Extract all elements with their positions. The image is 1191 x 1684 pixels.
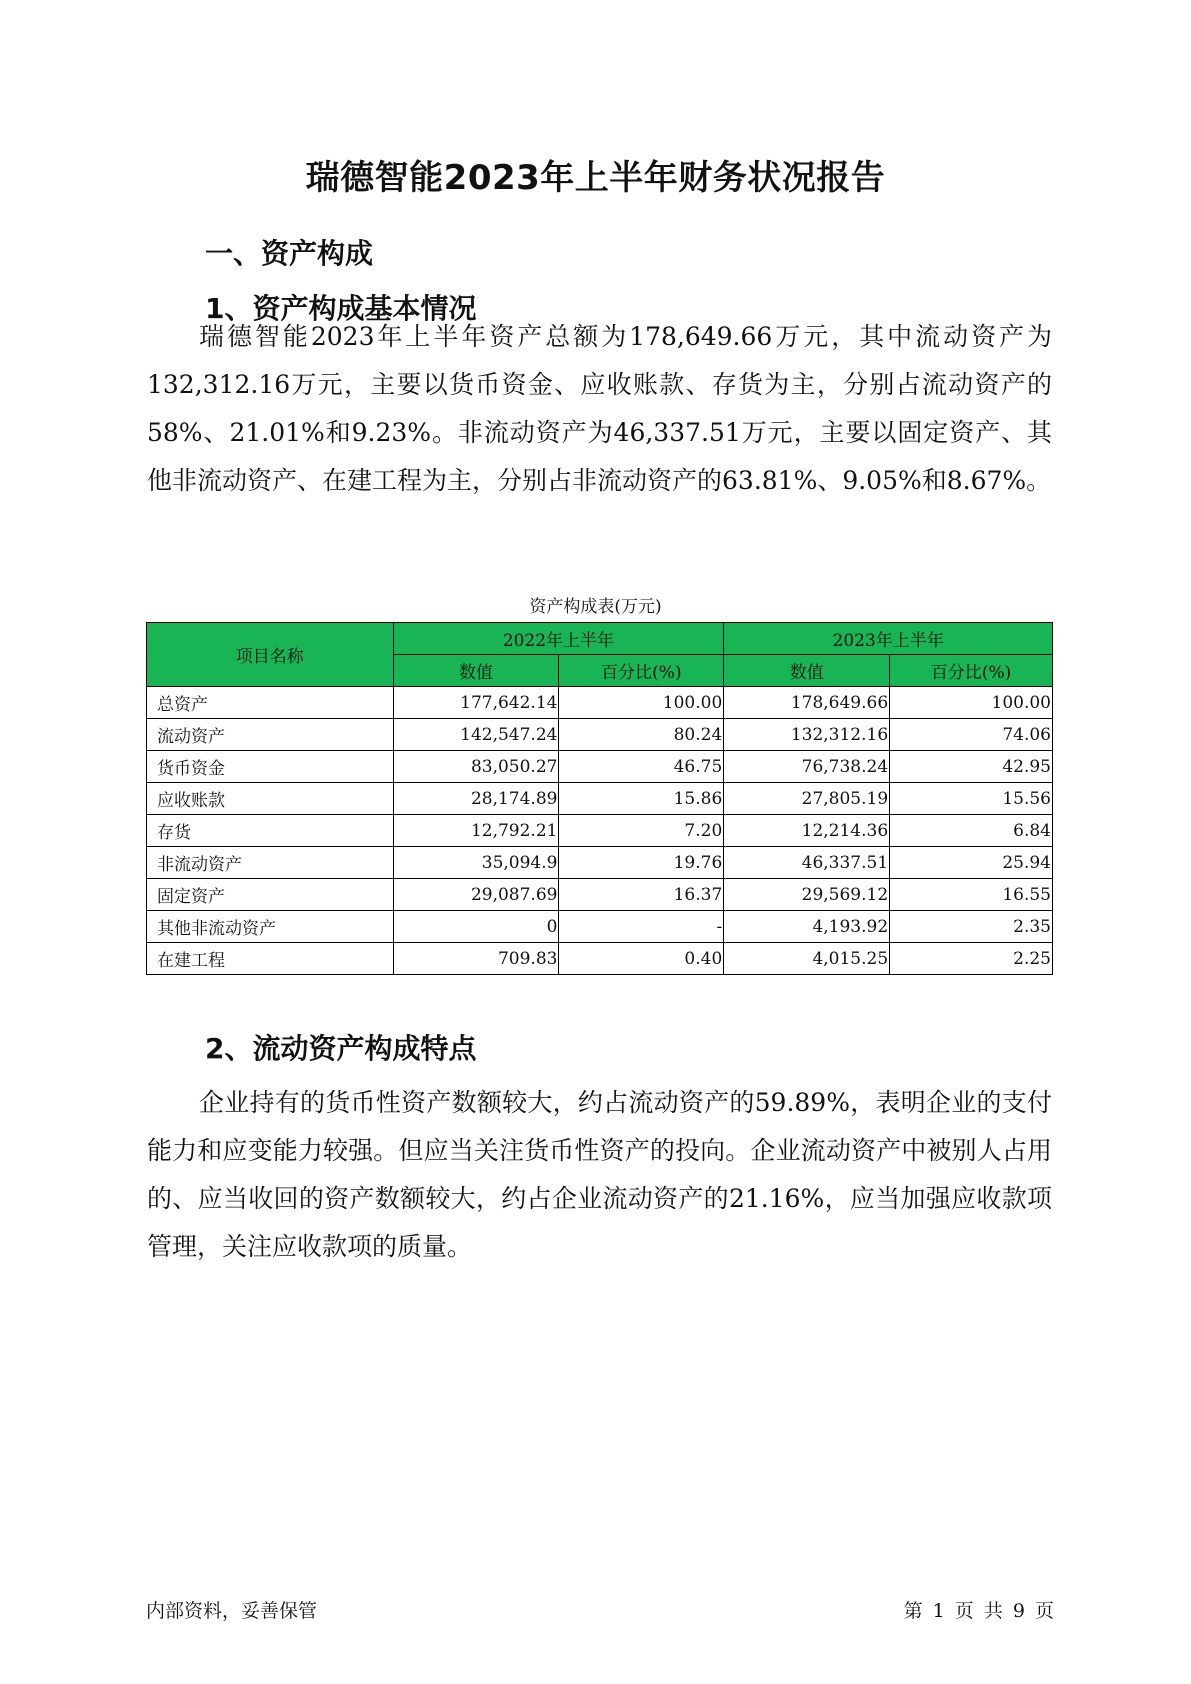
row-name: 在建工程: [147, 943, 394, 975]
paragraph-asset-overview: 瑞德智能2023年上半年资产总额为178,649.66万元，其中流动资产为132,312.16万元，主要以货币资金、应收账款、存货为主，分别占流动资产的58%、21.01%和9.23%。非流动资产为46,337.51万元，主要以固定资产、其他非流动资产、在建工程为主，分别占非流动资产的63.81%、9.05%和8.67%。: [147, 322, 1052, 495]
header-percent-2023: 百分比(%): [890, 655, 1053, 687]
value-2022: 709.83: [393, 943, 559, 975]
value-2022: 28,174.89: [393, 783, 559, 815]
table-row: [147, 847, 1053, 879]
footer-confidential-note: 内部资料，妥善保管: [146, 1600, 318, 1622]
report-title: 瑞德智能2023年上半年财务状况报告: [305, 158, 886, 198]
header-value-2023: 数值: [724, 655, 890, 687]
value-2022: 12,792.21: [393, 815, 559, 847]
percent-2023: 2.25: [890, 943, 1053, 975]
percent-2022: 0.40: [559, 943, 724, 975]
percent-2022: 19.76: [559, 847, 724, 879]
header-period-2023: 2023年上半年: [724, 623, 1053, 655]
paragraph-current-assets: 企业持有的货币性资产数额较大，约占流动资产的59.89%，表明企业的支付能力和应变能力较强。但应当关注货币性资产的投向。企业流动资产中被别人占用的、应当收回的资产数额较大，约占企业流动资产的21.16%，应当加强应收款项管理，关注应收款项的质量。: [147, 1088, 1052, 1261]
header-value-2022: 数值: [393, 655, 559, 687]
percent-2023: 15.56: [890, 783, 1053, 815]
value-2023: 178,649.66: [724, 687, 890, 719]
table-row: [147, 943, 1053, 975]
header-item-name: 项目名称: [147, 623, 394, 687]
table-row: [147, 815, 1053, 847]
value-2023: 29,569.12: [724, 879, 890, 911]
percent-2023: 16.55: [890, 879, 1053, 911]
row-name: 其他非流动资产: [147, 911, 394, 943]
value-2023: 76,738.24: [724, 751, 890, 783]
percent-2022: -: [559, 911, 724, 943]
percent-2022: 46.75: [559, 751, 724, 783]
table-row: [147, 879, 1053, 911]
value-2022: 142,547.24: [393, 719, 559, 751]
row-name: 固定资产: [147, 879, 394, 911]
table-row: [147, 719, 1053, 751]
header-period-2022: 2022年上半年: [393, 623, 724, 655]
row-name: 货币资金: [147, 751, 394, 783]
row-name: 存货: [147, 815, 394, 847]
percent-2023: 2.35: [890, 911, 1053, 943]
value-2022: 177,642.14: [393, 687, 559, 719]
percent-2023: 42.95: [890, 751, 1053, 783]
percent-2023: 25.94: [890, 847, 1053, 879]
table-row: [147, 687, 1053, 719]
table-row: [147, 783, 1053, 815]
section-heading-asset-composition: 一、资产构成: [205, 237, 374, 270]
subsection-heading-basic: 1、资产构成基本情况: [205, 292, 477, 325]
percent-2023: 74.06: [890, 719, 1053, 751]
percent-2022: 7.20: [559, 815, 724, 847]
header-percent-2022: 百分比(%): [559, 655, 724, 687]
percent-2022: 100.00: [559, 687, 724, 719]
value-2022: 29,087.69: [393, 879, 559, 911]
value-2023: 132,312.16: [724, 719, 890, 751]
percent-2022: 80.24: [559, 719, 724, 751]
value-2023: 12,214.36: [724, 815, 890, 847]
percent-2023: 6.84: [890, 815, 1053, 847]
row-name: 流动资产: [147, 719, 394, 751]
row-name: 总资产: [147, 687, 394, 719]
value-2023: 27,805.19: [724, 783, 890, 815]
value-2022: 83,050.27: [393, 751, 559, 783]
value-2022: 35,094.9: [393, 847, 559, 879]
page-number: 第 1 页 共 9 页: [903, 1600, 1054, 1622]
row-name: 应收账款: [147, 783, 394, 815]
row-name: 非流动资产: [147, 847, 394, 879]
table-row: [147, 911, 1053, 943]
asset-composition-table: [146, 622, 1053, 975]
table-header-row: [147, 623, 1053, 655]
subsection-heading-current-assets: 2、流动资产构成特点: [205, 1032, 477, 1065]
percent-2022: 16.37: [559, 879, 724, 911]
value-2023: 4,015.25: [724, 943, 890, 975]
value-2023: 4,193.92: [724, 911, 890, 943]
value-2023: 46,337.51: [724, 847, 890, 879]
value-2022: 0: [393, 911, 559, 943]
table-caption: 资产构成表(万元): [529, 597, 662, 617]
percent-2022: 15.86: [559, 783, 724, 815]
table-row: [147, 751, 1053, 783]
percent-2023: 100.00: [890, 687, 1053, 719]
